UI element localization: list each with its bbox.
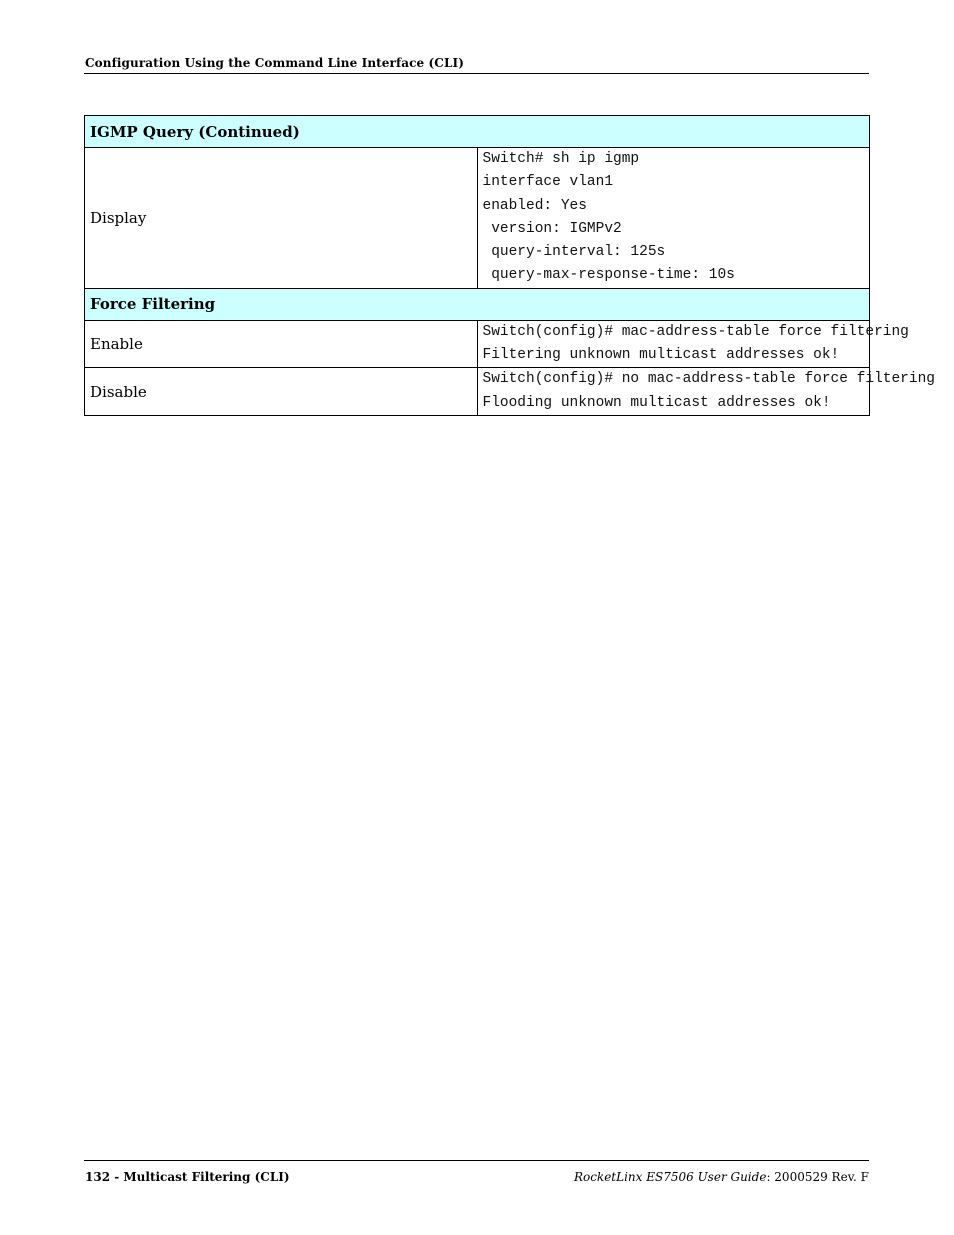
code-line: Filtering unknown multicast addresses ok! [482,347,840,364]
footer-doc-number: : 2000529 Rev. F [766,1170,869,1184]
row-label-enable: Enable [85,320,478,368]
row-label-display: Display [85,148,478,289]
footer-doc-id [574,1170,869,1184]
table-row [85,320,870,368]
table-row [85,368,870,416]
code-cell-display [477,148,870,289]
code-line: interface vlan1 [482,174,614,191]
footer-product-name: RocketLinx ES7506 User Guide [573,1170,767,1184]
section-title-igmp-query: IGMP Query (Continued) [85,116,870,148]
code-line: enabled: Yes [482,197,587,214]
section-header-row [85,116,870,148]
code-line: Switch(config)# mac-address-table force filtering [482,323,909,340]
header-rule [84,73,869,74]
cli-command-table [84,115,935,416]
code-line: Switch(config)# no mac-address-table force filtering [482,371,935,388]
section-title-force-filtering: Force Filtering [85,288,870,320]
code-line: Switch# sh ip igmp [482,151,640,167]
code-cell-enable [477,320,909,368]
code-line: query-interval: 125s [482,244,666,261]
table-row [85,148,870,289]
code-line: query-max-response-time: 10s [482,267,735,284]
row-label-disable: Disable [85,368,478,416]
code-line: version: IGMPv2 [482,220,622,237]
footer-rule [84,1160,869,1161]
code-cell-disable [477,368,935,416]
footer-page-label: 132 - Multicast Filtering (CLI) [85,1170,290,1184]
section-header-row [85,288,870,320]
code-line: Flooding unknown multicast addresses ok! [482,394,831,411]
running-header: Configuration Using the Command Line Interface (CLI) [85,56,464,70]
